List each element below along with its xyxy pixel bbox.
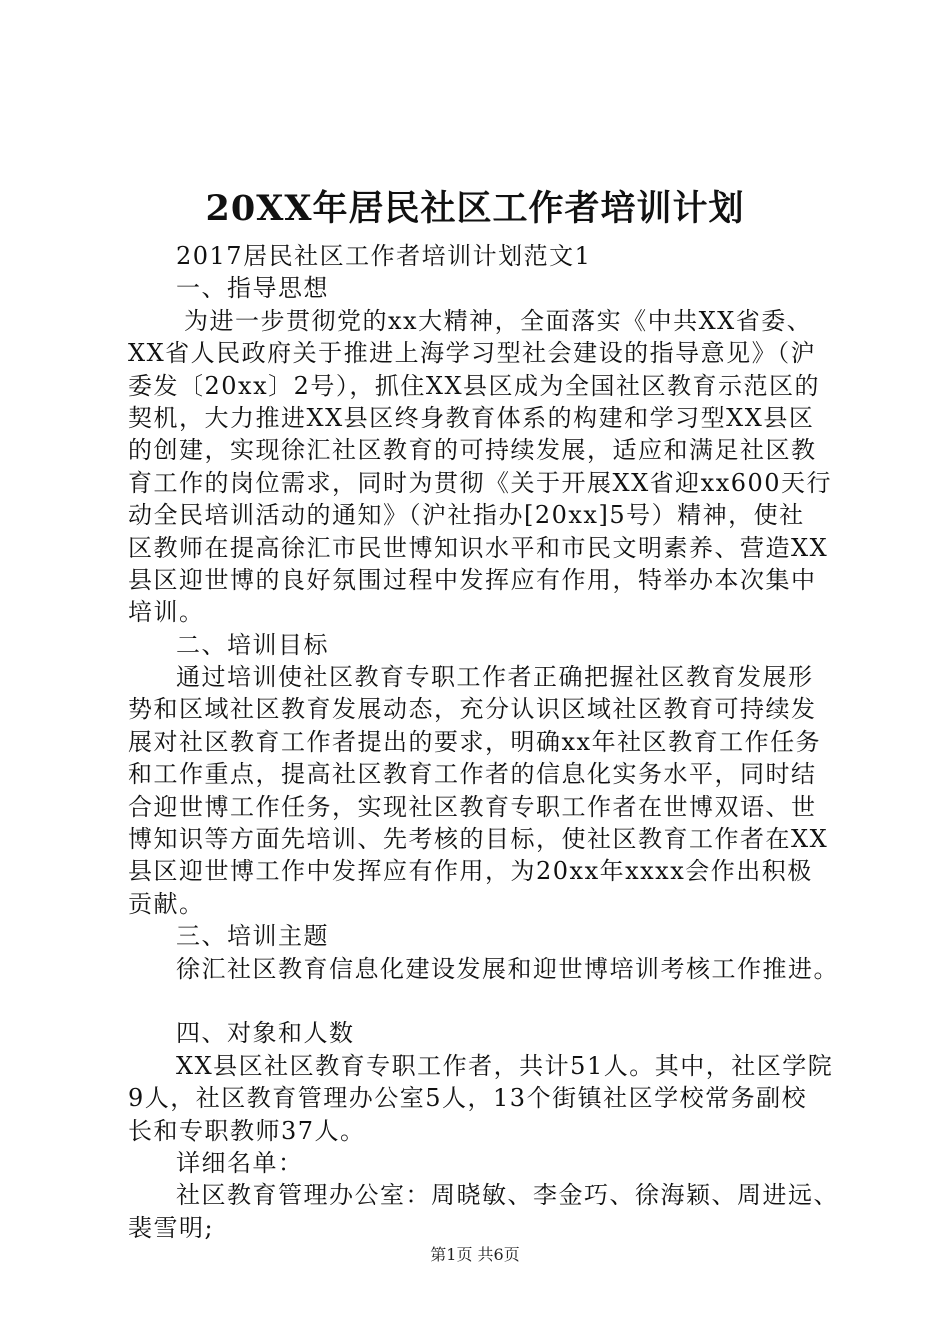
page-footer: 第1页 共6页 [430,1245,520,1264]
paragraph-line: 契机，大力推进XX县区终身教育体系的构建和学习型XX县区 [128,403,815,432]
paragraph-line: 徐汇社区教育信息化建设发展和迎世博培训考核工作推进。 [176,954,839,983]
paragraph-line: 9人，社区教育管理办公室5人，13个街镇社区学校常务副校 [128,1084,808,1113]
paragraph-line: 为进一步贯彻党的xx大精神，全面落实《中共XX省委、 [184,306,813,335]
paragraph-line: 通过培训使社区教育专职工作者正确把握社区教育发展形 [176,663,814,692]
document-subtitle: 2017居民社区工作者培训计划范文1 [176,242,592,270]
paragraph-line: 的创建，实现徐汇社区教育的可持续发展，适应和满足社区教 [128,436,817,465]
document-body [128,240,840,1244]
paragraph-line: 长和专职教师37人。 [128,1116,366,1145]
section-heading-training-theme: 三、培训主题 [176,922,329,951]
section-heading-guiding-thought: 一、指导思想 [176,274,329,303]
paragraph-line: 和工作重点，提高社区教育工作者的信息化实务水平，同时结 [128,760,817,789]
paragraph-line: 合迎世博工作任务，实现社区教育专职工作者在世博双语、世 [128,792,817,821]
paragraph-line: 育工作的岗位需求，同时为贯彻《关于开展XX省迎xx600天行 [128,468,833,497]
paragraph-line: 县区迎世博工作中发挥应有作用，为20xx年xxxx会作出积极 [128,857,813,886]
paragraph-line: 势和区域社区教育发展动态，充分认识区域社区教育可持续发 [128,695,817,724]
list-heading: 详细名单： [176,1148,304,1177]
blank-line [128,985,840,1017]
section-heading-training-goals: 二、培训目标 [176,630,329,659]
paragraph-line: 县区迎世博的良好氛围过程中发挥应有作用，特举办本次集中 [128,565,817,594]
paragraph-line: 展对社区教育工作者提出的要求，明确xx年社区教育工作任务 [128,727,822,756]
paragraph-line: 裴雪明; [128,1213,215,1242]
paragraph-line: 动全民培训活动的通知》（沪社指办[20xx]5号）精神，使社 [128,501,805,530]
section-heading-participants: 四、对象和人数 [176,1019,355,1048]
paragraph-line: 贡献。 [128,889,205,918]
paragraph-line: 区教师在提高徐汇市民世博知识水平和市民文明素养、营造XX [128,533,829,562]
paragraph-line: 博知识等方面先培训、先考核的目标，使社区教育工作者在XX [128,825,829,854]
paragraph-line: 社区教育管理办公室：周晓敏、李金巧、徐海颖、周进远、 [176,1181,839,1210]
paragraph-line: XX县区社区教育专职工作者，共计51人。其中，社区学院 [176,1051,834,1080]
document-title: 20XX年居民社区工作者培训计划 [205,188,745,229]
paragraph-line: 委发〔20xx〕2号），抓住XX县区成为全国社区教育示范区的 [128,371,821,400]
paragraph-line: XX省人民政府关于推进上海学习型社会建设的指导意见》（沪 [128,339,817,368]
paragraph-line: 培训。 [128,598,205,627]
